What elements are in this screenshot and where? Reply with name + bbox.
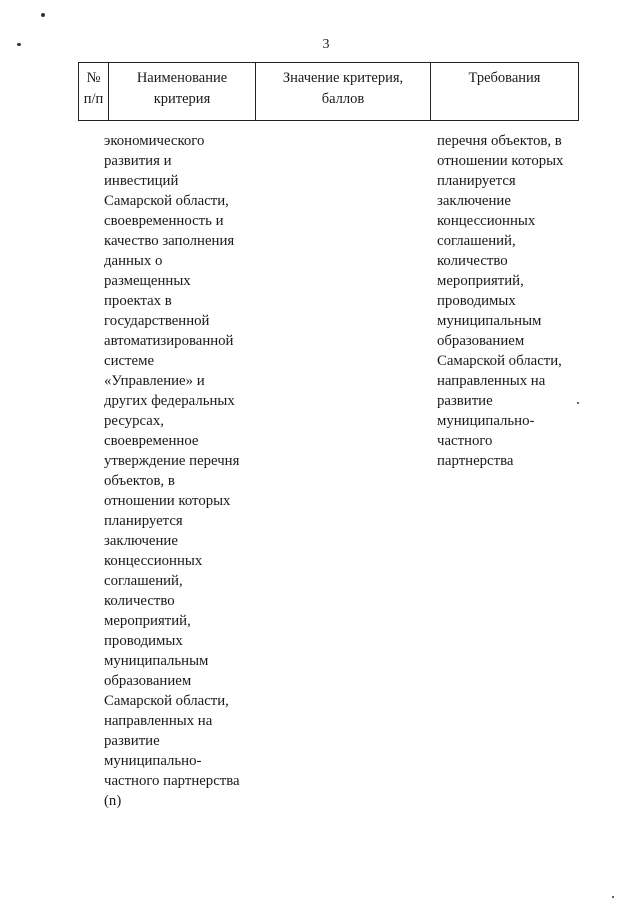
criterion-name-line: проводимых (104, 633, 183, 649)
criterion-name-line: частного партнерства (104, 773, 240, 789)
requirements-line: частного (437, 433, 493, 449)
criterion-name-line: отношении которых (104, 493, 231, 509)
requirements-line: Самарской области, (437, 353, 562, 369)
requirements-line: количество (437, 253, 508, 269)
criterion-name-line: развитие (104, 733, 160, 749)
criterion-name-line: муниципально- (104, 753, 202, 769)
criterion-name-line: мероприятий, (104, 613, 191, 629)
requirements-line: муниципальным (437, 313, 542, 329)
criterion-name-line: других федеральных (104, 393, 235, 409)
criterion-name-line: (n) (104, 793, 122, 809)
scan-speck (612, 896, 614, 898)
criterion-name-line: данных о (104, 253, 163, 269)
requirements-text (437, 131, 582, 471)
criterion-name-line: муниципальным (104, 653, 209, 669)
criterion-name-line: заключение (104, 533, 178, 549)
requirements-line: соглашений, (437, 233, 516, 249)
criterion-name-line: Самарской области, (104, 193, 229, 209)
criterion-name-line: образованием (104, 673, 192, 689)
criterion-name-line: утверждение перечня (104, 453, 240, 469)
criterion-name-line: развития и (104, 153, 172, 169)
criterion-name-line: объектов, в (104, 473, 175, 489)
requirements-line: партнерства (437, 453, 514, 469)
criterion-name-line: инвестиций (104, 173, 179, 189)
header-cell-requirements: Требования (431, 63, 579, 121)
scan-speck (577, 402, 579, 404)
header-cell-criterion-value: Значение критерия, баллов (256, 63, 431, 121)
criterion-name-line: системе (104, 353, 155, 369)
criterion-name-line: «Управление» и (104, 373, 205, 389)
requirements-line: перечня объектов, в (437, 133, 562, 149)
criterion-name-line: размещенных (104, 273, 191, 289)
criterion-name-line: количество (104, 593, 175, 609)
requirements-line: развитие (437, 393, 493, 409)
criterion-name-line: ресурсах, (104, 413, 164, 429)
criterion-name-line: экономического (104, 133, 205, 149)
criterion-name-line: государственной (104, 313, 210, 329)
criterion-name-line: качество заполнения (104, 233, 235, 249)
criterion-name-text (104, 131, 254, 811)
requirements-line: отношении которых (437, 153, 564, 169)
requirements-line: мероприятий, (437, 273, 524, 289)
criterion-name-line: планируется (104, 513, 183, 529)
requirements-line: заключение (437, 193, 511, 209)
criterion-name-line: своевременность и (104, 213, 224, 229)
criterion-name-line: концессионных (104, 553, 203, 569)
requirements-line: планируется (437, 173, 516, 189)
requirements-line: направленных на (437, 373, 546, 389)
criterion-name-line: автоматизированной (104, 333, 234, 349)
requirements-line: проводимых (437, 293, 516, 309)
criterion-name-line: своевременное (104, 433, 199, 449)
criterion-name-line: Самарской области, (104, 693, 229, 709)
scan-speck (17, 43, 21, 46)
page-number: 3 (322, 37, 330, 52)
requirements-line: концессионных (437, 213, 536, 229)
header-cell-criterion-name: Наименование критерия (109, 63, 256, 121)
criteria-table-header (78, 62, 579, 121)
requirements-line: образованием (437, 333, 525, 349)
criterion-name-line: соглашений, (104, 573, 183, 589)
scan-speck (41, 13, 45, 17)
criterion-name-line: проектах в (104, 293, 172, 309)
criterion-name-line: направленных на (104, 713, 213, 729)
requirements-line: муниципально- (437, 413, 535, 429)
header-row (79, 63, 579, 121)
header-cell-number: № п/п (79, 63, 109, 121)
